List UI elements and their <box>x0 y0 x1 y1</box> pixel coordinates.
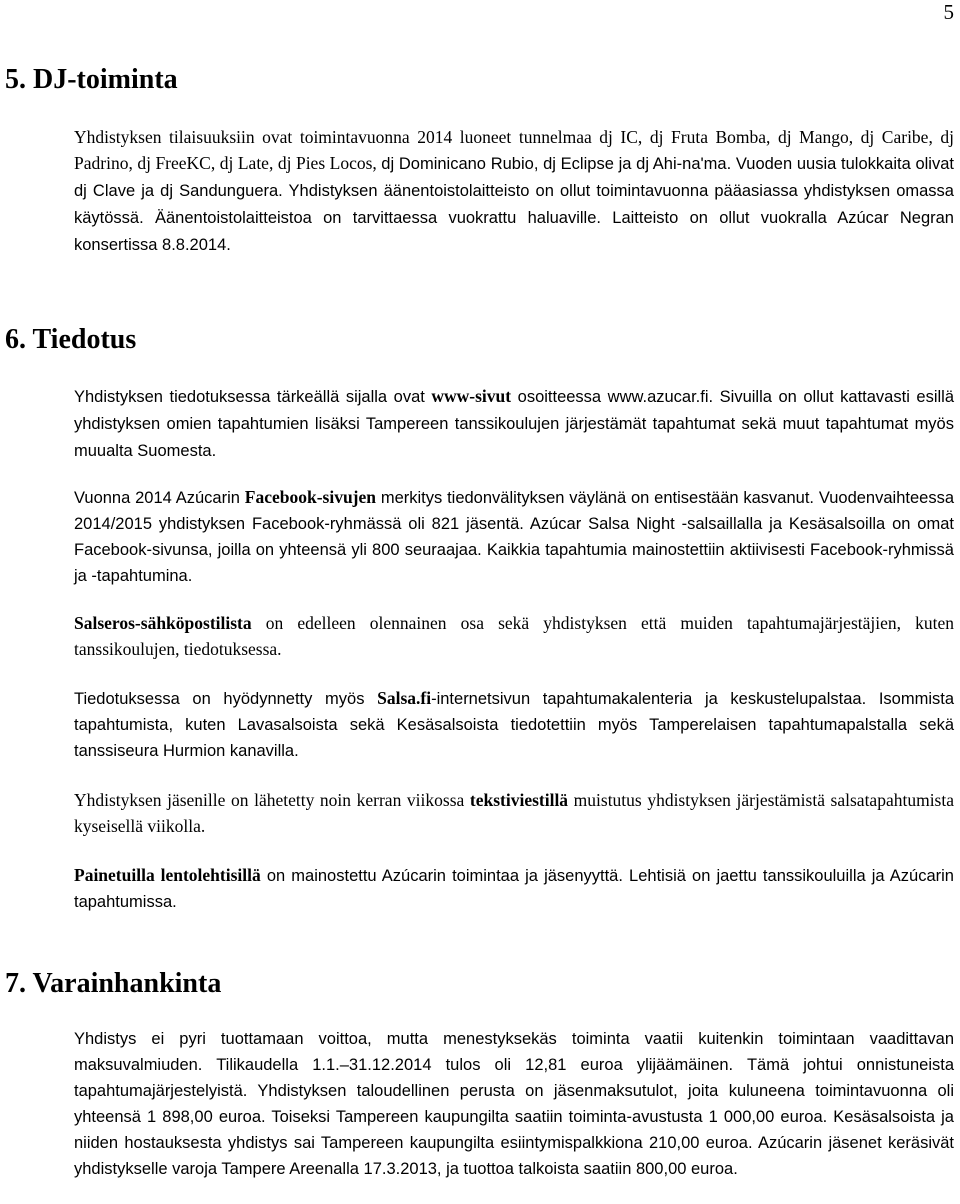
paragraph-salseros <box>74 610 954 662</box>
dj-text-serif: Yhdistyksen tilaisuuksiin ovat toimintavuonna 2014 luoneet tunnelmaa dj IC, dj Fruta Bomba, dj Mango, dj Caribe, dj Padrino, dj FreeKC, dj Late, dj Pies Locos, <box>74 127 954 173</box>
facebook-rest: merkitys tiedonvälityksen väylänä on entisestään kasvanut. Vuodenvaihteessa 2014/2015 yhdistyksen Facebook-ryhmässä oli 821 jäsentä. Azúcar Salsa Night -salsaillalla ja Kesäsalsoilla on omat Facebook-sivunsa, joilla on yhteensä yli 800 seuraajaa. Kaikkia tapahtumia mainostettiin aktiivisesti Facebook-ryhmissä ja -tapahtumina. <box>74 489 954 585</box>
dj-text-sans: dj Dominicano Rubio, dj Eclipse ja dj Ahi-na'ma. Vuoden uusia tulokkaita olivat dj Clave ja dj Sandunguera. Yhdistyksen äänentoistolaitteisto on ollut toimintavuonna pääasiassa yhdistyksen omassa käytössä. Äänentoistolaitteistoa on tarvittaessa vuokrattu haluaville. Laitteisto on ollut vuokralla Azúcar Negran konsertissa 8.8.2014. <box>74 155 954 254</box>
paragraph-lentolehtiset <box>74 862 954 915</box>
salsafi-bold: Salsa.fi <box>377 688 432 708</box>
paragraph-salsafi <box>74 685 954 764</box>
tekstiviesti-intro: Yhdistyksen jäsenille on lähetetty noin kerran viikossa <box>74 790 470 810</box>
salsafi-rest: -internetsivun tapahtumakalenteria ja keskustelupalstaa. Isommista tapahtumista, kuten Lavasalsoista sekä Kesäsalsoista tiedotettiin myös Tamperelaisen tapahtumapalstalla sekä tanssiseura Hurmion kanavilla. <box>74 690 954 760</box>
paragraph-tekstiviesti <box>74 787 954 839</box>
paragraph-www <box>74 383 954 464</box>
salseros-rest: on edelleen olennainen osa sekä yhdistyksen että muiden tapahtumajärjestäjien, kuten tanssikoulujen, tiedotuksessa. <box>74 613 954 659</box>
salsafi-intro: Tiedotuksessa on hyödynnetty myös <box>74 690 378 708</box>
lentolehtiset-rest: on mainostettu Azúcarin toimintaa ja jäsenyyttä. Lehtisiä on jaettu tanssikouluilla ja Azúcarin tapahtumissa. <box>74 867 954 911</box>
www-sivut-bold: www-sivut <box>431 386 512 406</box>
www-address: osoitteessa www.azucar.fi. <box>511 388 720 406</box>
tekstiviesti-bold: tekstiviestillä <box>469 790 569 810</box>
paragraph-facebook <box>74 484 954 589</box>
paragraph-dj <box>74 124 954 258</box>
page-number: 5 <box>943 0 954 24</box>
facebook-intro: Vuonna 2014 Azúcarin <box>74 489 245 507</box>
facebook-bold: Facebook-sivujen <box>244 487 376 507</box>
lentolehtiset-bold: Painetuilla lentolehtisillä <box>74 865 261 885</box>
www-intro: Yhdistyksen tiedotuksessa tärkeällä sijalla ovat <box>74 388 432 406</box>
www-rest: Sivuilla on ollut kattavasti esillä yhdistyksen omien tapahtumien lisäksi Tampereen tanssikoulujen järjestämät tapahtumat sekä muut tapahtumat myös muualta Suomesta. <box>74 388 954 460</box>
salseros-bold: Salseros-sähköpostilista <box>74 613 252 633</box>
paragraph-varainhankinta: Yhdistys ei pyri tuottamaan voittoa, mutta menestyksekäs toiminta vaatii kuitenkin toimintaan vaadittavan maksuvalmiuden. Tilikaudella 1.1.–31.12.2014 tulos oli 12,81 euroa ylijäämäinen. Tämä johtui onnistuneista tapahtumajärjestelyistä. Yhdistyksen taloudellinen perusta on jäsenmaksutulot, joita kuluneena toimintavuonna oli yhteensä 1 898,00 euroa. Toiseksi Tampereen kaupungilta saatiin toiminta-avustusta 1 000,00 euroa. Kesäsalsoista ja niiden hostauksesta yhdistys sai Tampereen kaupungilta esiintymispalkkiona 210,00 euroa. Azúcarin jäsenet keräsivät yhdistykselle varoja Tampere Areenalla 17.3.2013, ja tuottoa talkoista saatiin 800,00 euroa. <box>74 1030 954 1178</box>
tekstiviesti-rest: muistutus yhdistyksen järjestämistä salsatapahtumista kyseisellä viikolla. <box>74 790 954 836</box>
heading-tiedotus: 6. Tiedotus <box>5 324 137 355</box>
heading-varainhankinta: 7. Varainhankinta <box>5 968 222 999</box>
heading-dj: 5. DJ-toiminta <box>5 64 178 95</box>
